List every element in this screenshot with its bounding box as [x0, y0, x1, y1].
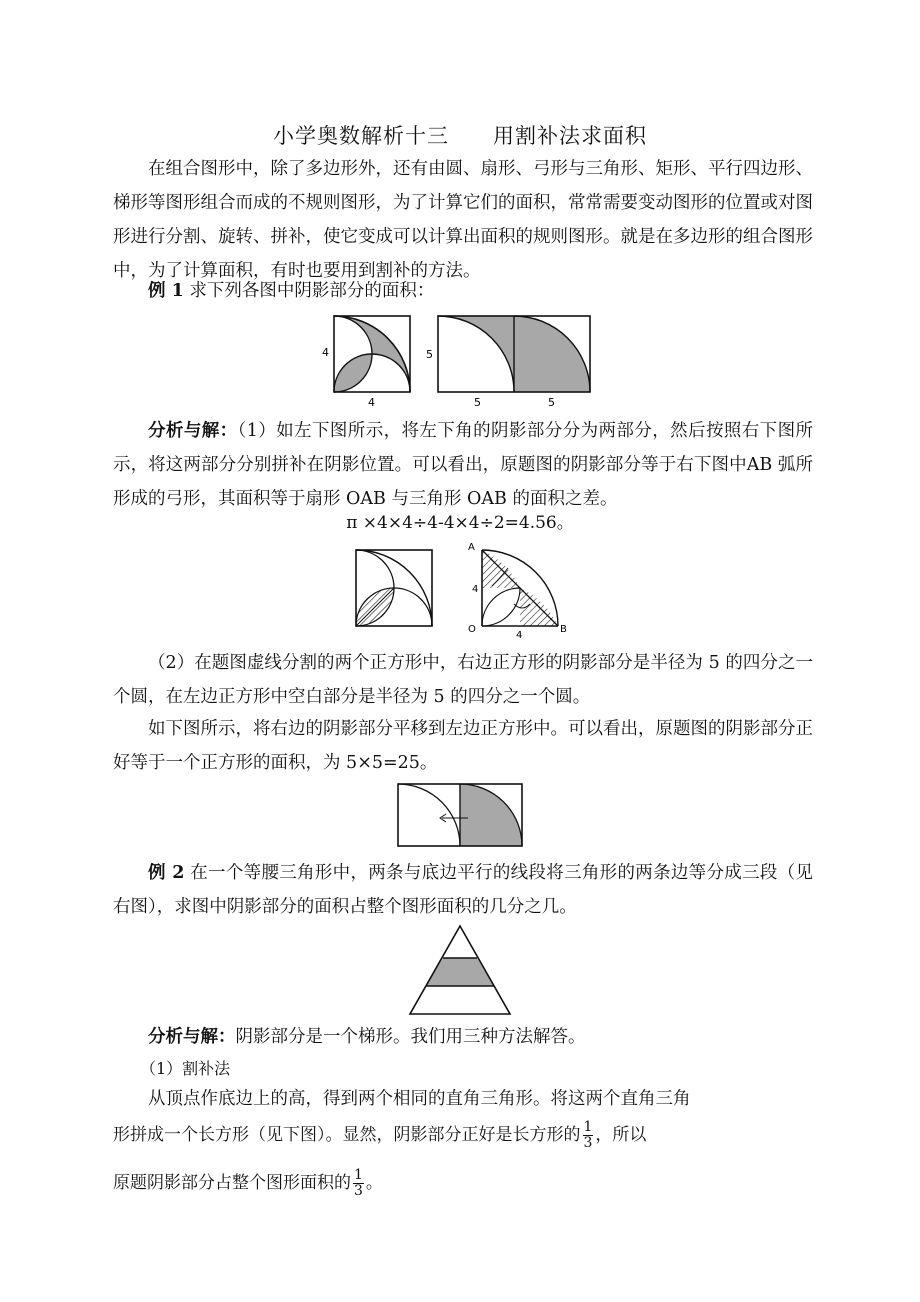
example1-figure-4	[462, 538, 574, 638]
example2-analysis	[113, 1020, 813, 1054]
analysis-label: 分析与解：	[148, 421, 238, 441]
example1-analysis	[113, 414, 813, 516]
method1-heading: （1）割补法	[140, 1059, 231, 1078]
fig4-side-label: 4	[472, 584, 479, 595]
example1-figure-5	[396, 780, 526, 848]
example2-label: 例 2	[148, 863, 185, 883]
example1-heading	[113, 274, 813, 308]
page-title: 小学奥数解析十三 用割补法求面积	[273, 124, 647, 148]
fig2-side-label: 5	[426, 348, 433, 361]
method1-line3-text: 原题阴影部分占整个图形面积的	[113, 1173, 351, 1193]
example1-part2-para1: （2）在题图虚线分割的两个正方形中，右边正方形的阴影部分是半径为 5 的四分之一个圆，在左边正方形中空白部分是半径为 5 的四分之一个圆。	[113, 653, 813, 707]
method1-line3-tail: 。	[365, 1173, 383, 1193]
example1-part2-para2: 如下图所示，将右边的阴影部分平移到左边正方形中。可以看出，原题图的阴影部分正好等于一个正方形的面积，为 5×5=25。	[113, 719, 813, 773]
example1-figure-1	[318, 308, 430, 410]
example2-analysis-label: 分析与解：	[148, 1027, 236, 1047]
example2-paragraph	[113, 856, 813, 924]
fig4-bottom-label: 4	[516, 630, 523, 638]
example2-triangle-figure	[408, 922, 514, 1018]
fig1-side-label: 4	[322, 346, 329, 359]
method1-line2-tail: ，所以	[595, 1125, 647, 1145]
fraction-one-third-2: $\frac{1}{3}$	[354, 1167, 363, 1199]
example1-label: 例 1	[148, 281, 184, 301]
method1-line2-text: 形拼成一个长方形（见下图）。显然，阴影部分正好是长方形的	[113, 1125, 581, 1145]
fig1-bottom-label: 4	[368, 396, 375, 409]
formula: π ×4×4÷4-4×4÷2=4.56。	[346, 513, 574, 533]
method1-line2	[113, 1118, 646, 1152]
fig2-bottom-right-label: 5	[548, 396, 555, 409]
intro-paragraph: 在组合图形中，除了多边形外，还有由圆、扇形、弓形与三角形、矩形、平行四边形、梯形等图形组合而成的不规则图形，为了计算它们的面积，常常需要变动图形的位置或对图形进行分割、旋转、拼补，使它变成可以计算出面积的规则图形。就是在多边形的组合图形中，为了计算面积，有时也要用到割补的方法。	[113, 159, 813, 281]
example2-analysis-text: 阴影部分是一个梯形。我们用三种方法解答。	[235, 1027, 586, 1047]
fraction-one-third: $\frac{1}{3}$	[583, 1119, 593, 1151]
example1-figure-3	[346, 540, 444, 632]
analysis-text: （1）如左下图所示，将左下角的阴影部分分为两部分，然后按照右下图所示，将这两部分分别拼补在阴影位置。可以看出，原题图的阴影部分等于右下图中AB 弧所形成的弓形，其面积等于扇形 OAB 与三角形 OAB 的面积之差。	[113, 421, 813, 509]
example2-text: 在一个等腰三角形中，两条与底边平行的线段将三角形的两条边等分成三段（见右图），求图中阴影部分的面积占整个图形面积的几分之几。	[113, 863, 813, 917]
fig4-label-a: A	[468, 542, 475, 553]
fig4-label-o: O	[468, 624, 476, 635]
method1-line3	[113, 1166, 383, 1200]
method1-line1: 从顶点作底边上的高，得到两个相同的直角三角形。将这两个直角三角	[148, 1089, 691, 1109]
example1-text: 求下列各图中阴影部分的面积：	[189, 281, 435, 301]
example1-figure-2	[422, 308, 602, 410]
fig4-label-b: B	[560, 624, 567, 635]
fig2-bottom-left-label: 5	[474, 396, 481, 409]
